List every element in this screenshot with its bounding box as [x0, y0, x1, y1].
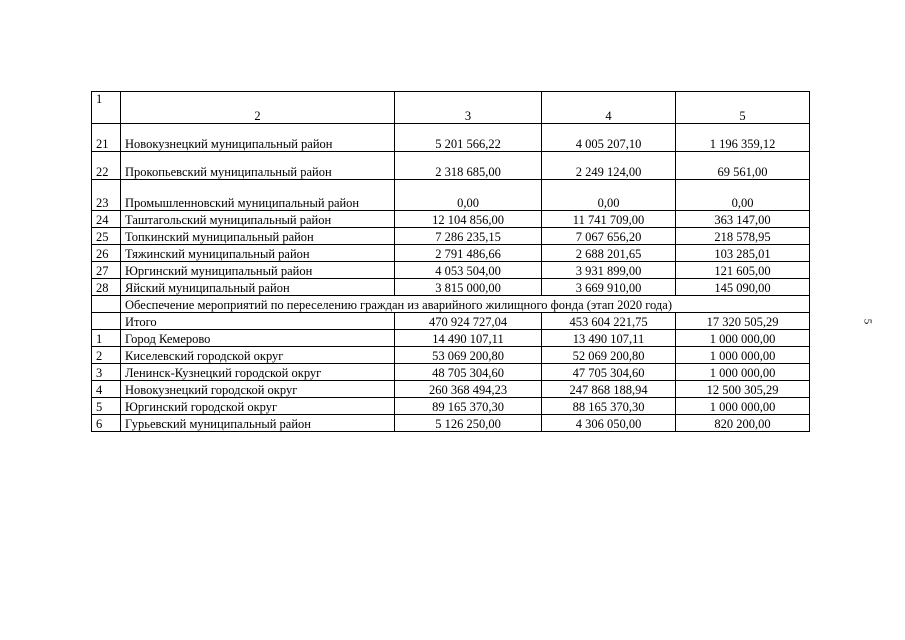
row-name: Топкинский муниципальный район [121, 228, 395, 245]
section-number-cell [92, 296, 121, 313]
row-col5: 218 578,95 [676, 228, 810, 245]
row-number: 26 [92, 245, 121, 262]
row-col4: 52 069 200,80 [542, 347, 676, 364]
row-col4: 3 669 910,00 [542, 279, 676, 296]
row-col5: 69 561,00 [676, 152, 810, 180]
column-header-5: 5 [676, 92, 810, 124]
table-row [92, 245, 810, 262]
total-col3: 470 924 727,04 [395, 313, 542, 330]
row-col4: 4 306 050,00 [542, 415, 676, 432]
column-header-3: 3 [395, 92, 542, 124]
total-col5: 17 320 505,29 [676, 313, 810, 330]
row-col5: 103 285,01 [676, 245, 810, 262]
row-number: 4 [92, 381, 121, 398]
row-number: 1 [92, 330, 121, 347]
row-col3: 2 791 486,66 [395, 245, 542, 262]
allocation-table [91, 91, 810, 432]
row-col3: 53 069 200,80 [395, 347, 542, 364]
row-col5: 1 000 000,00 [676, 364, 810, 381]
table-row [92, 279, 810, 296]
row-col3: 260 368 494,23 [395, 381, 542, 398]
total-number-cell [92, 313, 121, 330]
row-name: Промышленновский муниципальный район [121, 180, 395, 211]
row-col5: 145 090,00 [676, 279, 810, 296]
row-name: Юргинский городской округ [121, 398, 395, 415]
section-title: Обеспечение мероприятий по переселению граждан из аварийного жилищного фонда (этап 2020 года) [121, 296, 810, 313]
row-name: Юргинский муниципальный район [121, 262, 395, 279]
row-name: Прокопьевский муниципальный район [121, 152, 395, 180]
row-name: Тяжинский муниципальный район [121, 245, 395, 262]
row-col3: 14 490 107,11 [395, 330, 542, 347]
row-col4: 4 005 207,10 [542, 124, 676, 152]
row-col4: 2 688 201,65 [542, 245, 676, 262]
row-col4: 11 741 709,00 [542, 211, 676, 228]
row-number: 25 [92, 228, 121, 245]
row-col5: 1 000 000,00 [676, 398, 810, 415]
row-col5: 0,00 [676, 180, 810, 211]
table-row [92, 415, 810, 432]
row-col4: 7 067 656,20 [542, 228, 676, 245]
row-col4: 0,00 [542, 180, 676, 211]
row-number: 22 [92, 152, 121, 180]
column-header-1: 1 [92, 92, 121, 124]
table-row [92, 330, 810, 347]
row-col5: 12 500 305,29 [676, 381, 810, 398]
table-row [92, 347, 810, 364]
table-row [92, 364, 810, 381]
row-col3: 5 126 250,00 [395, 415, 542, 432]
row-col3: 7 286 235,15 [395, 228, 542, 245]
row-col4: 88 165 370,30 [542, 398, 676, 415]
row-col4: 47 705 304,60 [542, 364, 676, 381]
row-number: 27 [92, 262, 121, 279]
row-number: 6 [92, 415, 121, 432]
row-col3: 5 201 566,22 [395, 124, 542, 152]
row-col3: 0,00 [395, 180, 542, 211]
row-number: 2 [92, 347, 121, 364]
row-number: 21 [92, 124, 121, 152]
row-number: 28 [92, 279, 121, 296]
row-col3: 2 318 685,00 [395, 152, 542, 180]
row-name: Новокузнецкий муниципальный район [121, 124, 395, 152]
row-name: Таштагольский муниципальный район [121, 211, 395, 228]
table-header-row [92, 92, 810, 124]
table-row [92, 211, 810, 228]
row-col5: 121 605,00 [676, 262, 810, 279]
row-col3: 12 104 856,00 [395, 211, 542, 228]
row-name: Яйский муниципальный район [121, 279, 395, 296]
table-row [92, 124, 810, 152]
row-name: Гурьевский муниципальный район [121, 415, 395, 432]
table-row [92, 398, 810, 415]
row-col5: 1 000 000,00 [676, 330, 810, 347]
row-col4: 2 249 124,00 [542, 152, 676, 180]
page-number: 5 [861, 318, 874, 325]
row-number: 23 [92, 180, 121, 211]
row-col3: 3 815 000,00 [395, 279, 542, 296]
column-header-2: 2 [121, 92, 395, 124]
row-number: 3 [92, 364, 121, 381]
row-name: Киселевский городской округ [121, 347, 395, 364]
row-col5: 1 196 359,12 [676, 124, 810, 152]
column-header-4: 4 [542, 92, 676, 124]
table-row [92, 262, 810, 279]
total-label: Итого [121, 313, 395, 330]
row-col5: 1 000 000,00 [676, 347, 810, 364]
row-number: 5 [92, 398, 121, 415]
table-row [92, 381, 810, 398]
row-name: Новокузнецкий городской округ [121, 381, 395, 398]
row-col4: 13 490 107,11 [542, 330, 676, 347]
row-name: Город Кемерово [121, 330, 395, 347]
table-row [92, 180, 810, 211]
row-number: 24 [92, 211, 121, 228]
table-row [92, 228, 810, 245]
row-col5: 363 147,00 [676, 211, 810, 228]
row-col3: 4 053 504,00 [395, 262, 542, 279]
total-col4: 453 604 221,75 [542, 313, 676, 330]
row-col4: 247 868 188,94 [542, 381, 676, 398]
row-col4: 3 931 899,00 [542, 262, 676, 279]
total-row [92, 313, 810, 330]
section-title-row [92, 296, 810, 313]
table-row [92, 152, 810, 180]
row-col3: 89 165 370,30 [395, 398, 542, 415]
row-name: Ленинск-Кузнецкий городской округ [121, 364, 395, 381]
row-col5: 820 200,00 [676, 415, 810, 432]
row-col3: 48 705 304,60 [395, 364, 542, 381]
